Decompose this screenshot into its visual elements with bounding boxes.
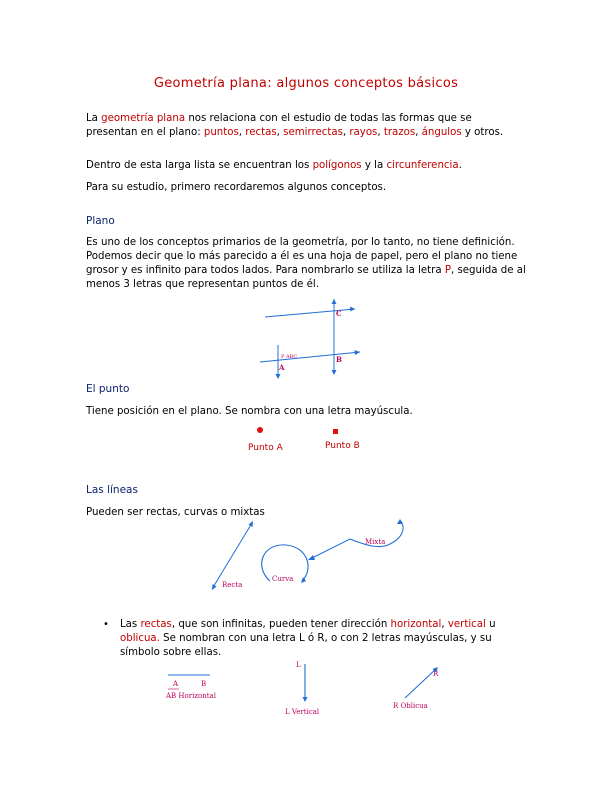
oblique-top-label: R [433, 670, 439, 678]
point-a-dot [257, 427, 263, 433]
arrow-icon [301, 577, 306, 583]
plane-line-bottom [260, 352, 360, 362]
highlight: vertical [447, 619, 486, 630]
text: . [458, 160, 462, 171]
vertical-top-label: L [296, 661, 301, 669]
highlight: geometría plana [101, 113, 186, 124]
highlight: puntos [203, 127, 239, 138]
points-figure [240, 422, 380, 454]
arrow-icon [249, 521, 254, 527]
text: nos relaciona con el estudio de todas las formas que se presentan en el plano: [86, 113, 472, 138]
plano-paragraph [86, 236, 526, 292]
straight-line [212, 523, 252, 589]
oblique-line-figure [385, 660, 455, 712]
label-recta: Recta [222, 581, 243, 589]
highlight: horizontal [390, 619, 442, 630]
lines-figure [200, 515, 430, 595]
highlight: rectas [140, 619, 172, 630]
section-heading-lineas: Las líneas [86, 484, 138, 496]
arrow-icon [308, 555, 315, 560]
highlight: semirrectas [283, 127, 343, 138]
plane-figure [250, 295, 370, 380]
point-b-label: Punto B [325, 441, 360, 451]
text: Se nombran con una letra L ó R, o con 2 letras mayúsculas, y su símbolo sobre ellas. [120, 633, 492, 658]
section-heading-plano: Plano [86, 215, 115, 227]
page-title: Geometría plana: algunos conceptos básicos [153, 76, 459, 91]
text: Dentro de esta larga lista se encuentran los [86, 160, 313, 171]
lista-paragraph [86, 159, 526, 173]
mixed-line [310, 521, 403, 559]
label-mixta: Mixta [365, 538, 386, 546]
text: La [86, 113, 102, 124]
text: , que son infinitas, pueden tener dirección [171, 619, 391, 630]
plane-label-a: A [279, 363, 285, 372]
horizontal-label: AB Horizontal [166, 692, 216, 700]
highlight: circunferencia [386, 160, 459, 171]
vertical-label: L Vertical [285, 708, 320, 716]
highlight: rectas [245, 127, 277, 138]
text: , [342, 127, 350, 138]
plane-label-pabc: P ABC [281, 354, 298, 360]
text: , [441, 619, 448, 630]
text: y la [361, 160, 387, 171]
punto-paragraph: Tiene posición en el plano. Se nombra con una letra mayúscula. [86, 406, 413, 417]
text: , [276, 127, 284, 138]
horizontal-line-figure [160, 668, 240, 704]
rectas-paragraph [120, 618, 532, 660]
highlight: ángulos [421, 127, 462, 138]
arrow-icon [350, 307, 355, 312]
text: , [238, 127, 246, 138]
arrow-icon [397, 519, 403, 524]
lineas-paragraph: Pueden ser rectas, curvas o mixtas [86, 507, 265, 518]
highlight: polígonos [312, 160, 362, 171]
plane-label-c: C [336, 309, 342, 318]
label-curva: Curva [272, 575, 294, 583]
vertical-line-figure [280, 658, 340, 718]
bullet-marker: • [103, 619, 109, 630]
arrow-icon [303, 697, 308, 702]
estudio-paragraph: Para su estudio, primero recordaremos algunos conceptos. [86, 182, 387, 193]
highlight: trazos [383, 127, 416, 138]
arrow-icon [276, 374, 281, 379]
horizontal-label-b: B [201, 680, 207, 688]
arrow-icon [332, 299, 337, 304]
plane-label-b: B [336, 355, 342, 364]
point-a-label: Punto A [248, 443, 283, 453]
section-heading-punto: El punto [86, 383, 130, 395]
highlight: oblicua. [120, 633, 160, 644]
oblique-label: R Oblicua [393, 702, 428, 710]
arrow-icon [332, 370, 337, 375]
text: Las [120, 619, 141, 630]
text: , seguida de al menos 3 letras que representan puntos de él. [86, 265, 526, 290]
text: , [415, 127, 422, 138]
text: y otros. [461, 127, 504, 138]
text: Es uno de los conceptos primarios de la geometría, por lo tanto, no tiene definición. Podemos decir que lo más parecido a él es una hoja de papel, pero el plano no tiene grosor y es infinito para todos lados. Para nombrarlo se utiliza la letra [86, 237, 518, 276]
highlight: P [444, 265, 451, 276]
point-b-dot [333, 429, 338, 434]
text: , [377, 127, 384, 138]
highlight: rayos [349, 127, 378, 138]
text: u [485, 619, 496, 630]
horizontal-label-a: A [173, 680, 179, 688]
intro-paragraph [86, 112, 526, 140]
